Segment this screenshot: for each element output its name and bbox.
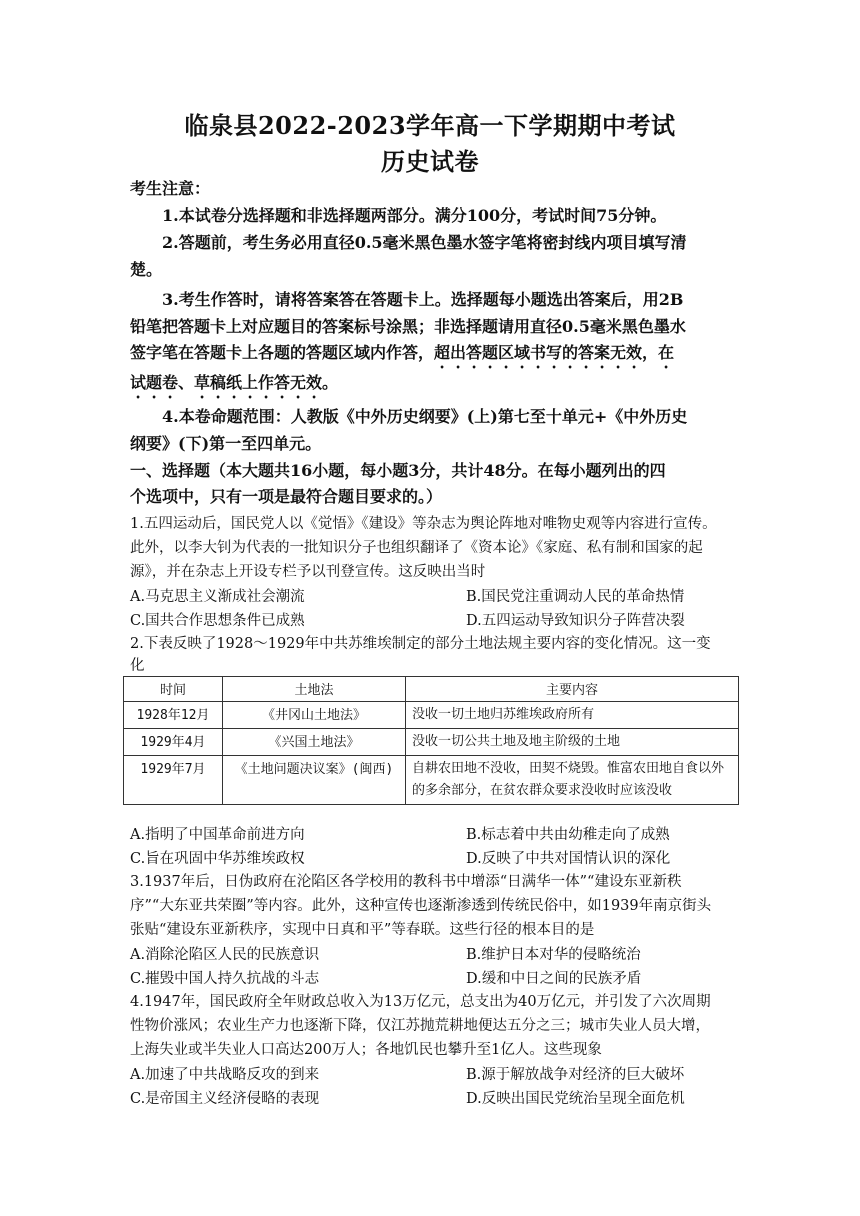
exam-title: 临泉县2022-2023学年高一下学期期中考试 [184,111,676,140]
q2-stem-line2: 化 [130,658,145,674]
q3-stem-line1: 3.1937年后，日伪政府在沦陷区各学校用的教科书中增添“日满华一体”“建设东亚新秩 [130,874,682,890]
q1-stem-line1: 1.五四运动后，国民党人以《觉悟》《建设》等杂志为舆论阵地对唯物史观等内容进行宣传。 [130,516,717,532]
table-row [124,756,739,805]
notice-item-3-line4-end: 。 [322,373,339,392]
notice-item-1: 1.本试卷分选择题和非选择题两部分。满分100分，考试时间75分钟。 [162,206,667,225]
exam-subtitle: 历史试卷 [381,147,479,176]
q4-option-c: C.是帝国主义经济侵略的表现 [130,1091,320,1107]
q1-stem-line3: 源》，并在杂志上开设专栏予以刊登宣传。这反映出当时 [130,564,486,580]
q1-option-d: D.五四运动导致知识分子阵营决裂 [466,613,685,629]
table-header-row [124,677,739,702]
notice-item-3-line3-plain: 签字笔在答题卡上各题的答题区域内作答， [130,343,435,362]
q3-option-a: A.消除沦陷区人民的民族意识 [130,947,320,963]
notice-emphasis-2: 试题卷、草稿纸上作答无效 [130,373,323,392]
notice-item-3-line4 [130,372,740,402]
q3-stem-line3: 张贴“建设东亚新秩序，实现中日真和平”等春联。这些行径的根本目的是 [130,922,595,938]
q2-option-b: B.标志着中共由幼稚走向了成熟 [466,827,670,843]
table-cell-content: 没收一切土地归苏维埃政府所有 [406,702,739,729]
q2-stem-line1: 2.下表反映了1928～1929年中共苏维埃制定的部分土地法规主要内容的变化情况。这一变 [130,636,711,652]
q4-stem-line3: 上海失业或半失业人口高达200万人；各地饥民也攀升至1亿人。这些现象 [130,1042,602,1058]
q3-option-b: B.维护日本对华的侵略统治 [466,947,641,963]
section-heading-line1: 一、选择题（本大题共16小题，每小题3分，共计48分。在每小题列出的四 [130,461,666,480]
notice-emphasis-1: 超出答题区域书写的答案无效，在 [434,343,675,362]
section-heading-line2: 个选项中，只有一项是最符合题目要求的。） [130,487,443,506]
notice-item-3-line2: 铅笔把答题卡上对应题目的答案标号涂黑；非选择题请用直径0.5毫米黑色墨水 [130,317,686,336]
q3-stem-line2: 序”“大东亚共荣圈”等内容。此外，这种宣传也逐渐渗透到传统民俗中，如1939年南京街头 [130,898,712,914]
table-header-time: 时间 [124,677,223,702]
table-row [124,702,739,729]
table-cell-time: 1929年4月 [124,729,223,756]
table-header-content: 主要内容 [406,677,739,702]
q3-option-c: C.摧毁中国人持久抗战的斗志 [130,971,320,987]
q4-option-b: B.源于解放战争对经济的巨大破坏 [466,1067,685,1083]
q4-stem-line2: 性物价涨风；农业生产力也逐渐下降，仅江苏抛荒耕地便达五分之三；城市失业人员大增， [130,1018,710,1034]
notice-heading: 考生注意： [130,179,211,198]
q2-option-c: C.旨在巩固中华苏维埃政权 [130,851,305,867]
table-cell-law: 《土地问题决议案》(闽西) [223,756,406,805]
q1-option-a: A.马克思主义渐成社会潮流 [130,589,305,605]
notice-item-4-line2: 纲要》(下)第一至四单元。 [130,434,322,453]
table-row [124,729,739,756]
notice-item-3-line3 [130,342,740,372]
q2-option-a: A.指明了中国革命前进方向 [130,827,305,843]
table-cell-content: 自耕农田地不没收，田契不烧毁。惟富农田地自食以外的多余部分，在贫农群众要求没收时应该没收 [406,756,739,805]
notice-item-2-line2: 楚。 [130,260,163,279]
notice-item-3-line1: 3.考生作答时，请将答案答在答题卡上。选择题每小题选出答案后，用2B [162,290,684,309]
notice-item-2-line1: 2.答题前，考生务必用直径0.5毫米黑色墨水签字笔将密封线内项目填写清 [162,233,687,252]
q1-option-c: C.国共合作思想条件已成熟 [130,613,305,629]
q1-stem-line2: 此外，以李大钊为代表的一批知识分子也组织翻译了《资本论》《家庭、私有制和国家的起 [130,540,703,556]
q1-option-b: B.国民党注重调动人民的革命热情 [466,589,685,605]
table-cell-law: 《兴国土地法》 [223,729,406,756]
q4-option-d: D.反映出国民党统治呈现全面危机 [466,1091,685,1107]
table-cell-time: 1928年12月 [124,702,223,729]
table-cell-time: 1929年7月 [124,756,223,805]
q3-option-d: D.缓和中日之间的民族矛盾 [466,971,642,987]
q4-stem-line1: 4.1947年，国民政府全年财政总收入为13万亿元，总支出为40万亿元，并引发了六次周期 [130,994,711,1010]
q2-option-d: D.反映了中共对国情认识的深化 [466,851,671,867]
table-cell-law: 《井冈山土地法》 [223,702,406,729]
notice-item-4-line1: 4.本卷命题范围：人教版《中外历史纲要》(上)第七至十单元+《中外历史 [162,407,688,426]
land-law-table [123,676,739,805]
table-header-law: 土地法 [223,677,406,702]
q4-option-a: A.加速了中共战略反攻的到来 [130,1067,320,1083]
table-cell-content: 没收一切公共土地及地主阶级的土地 [406,729,739,756]
